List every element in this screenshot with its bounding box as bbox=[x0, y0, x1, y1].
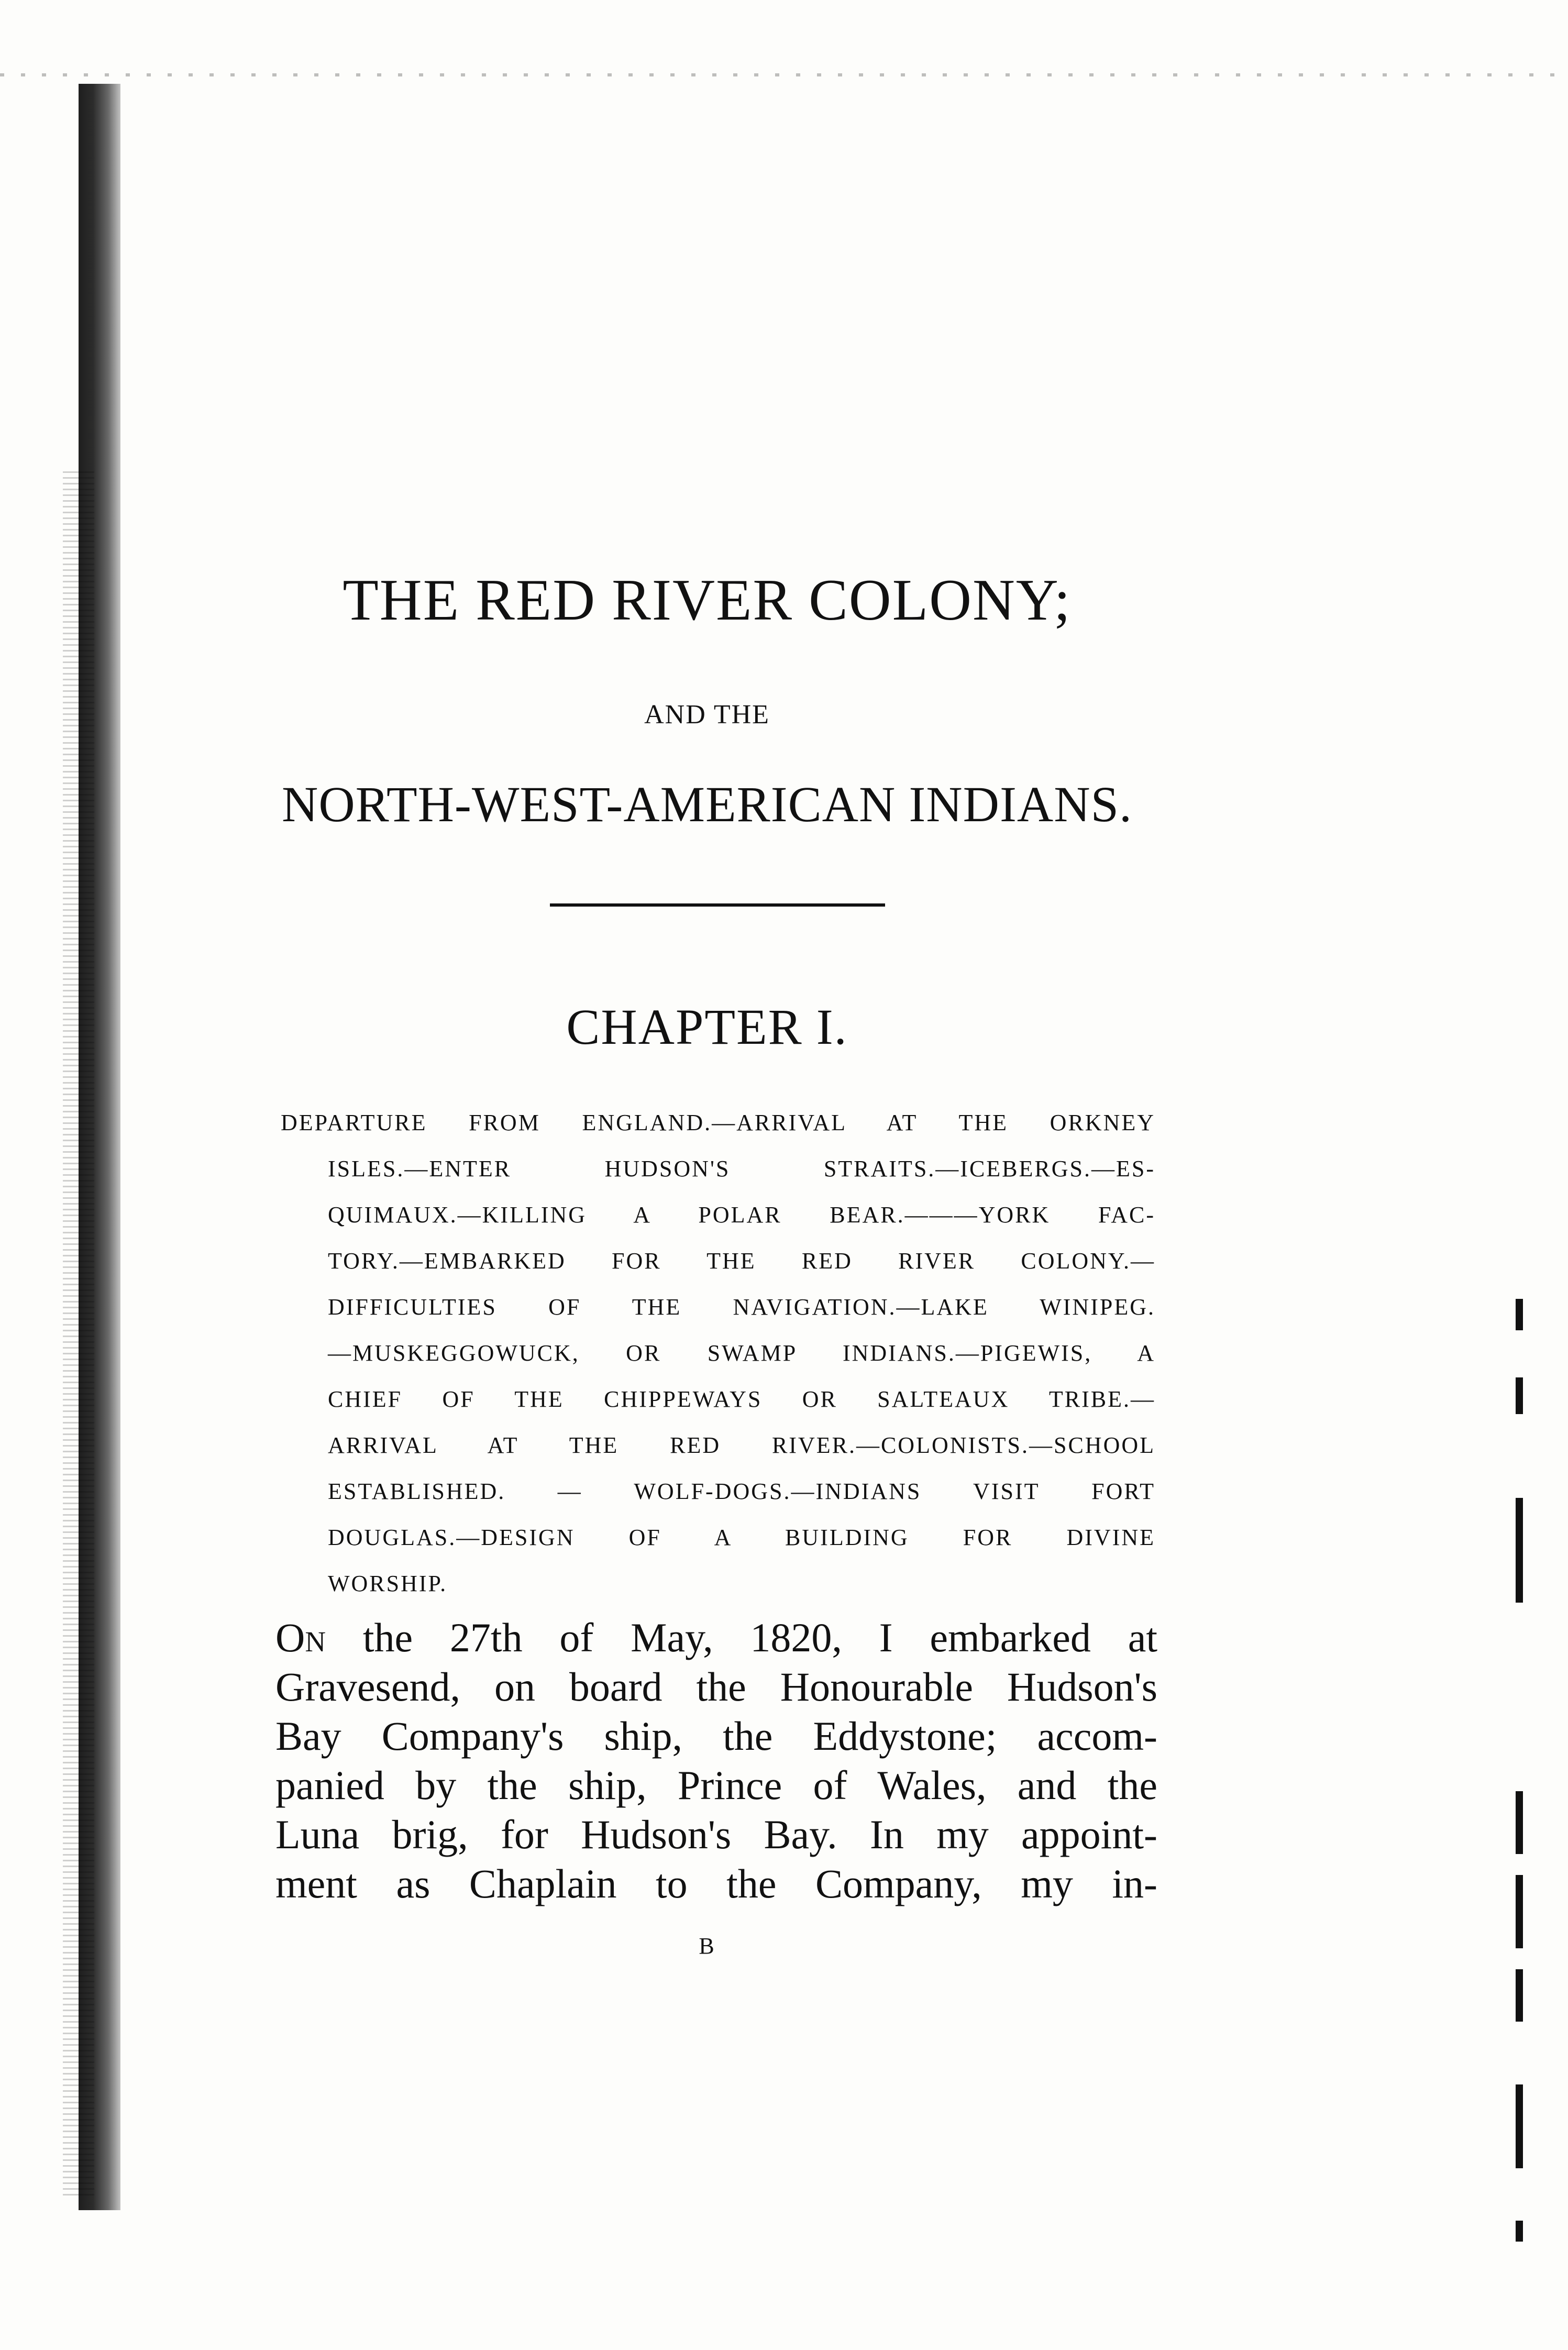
synopsis-line: DIFFICULTIES OF THE NAVIGATION.—LAKE WINIPEG. bbox=[328, 1294, 1155, 1320]
book-title: THE RED RIVER COLONY; bbox=[343, 568, 1072, 633]
title-divider-rule bbox=[550, 903, 885, 907]
body-line: panied by the ship, Prince of Wales, and the bbox=[275, 1762, 1157, 1808]
body-line bbox=[275, 1613, 1157, 1662]
scan-marks-right-edge bbox=[1510, 1299, 1531, 2242]
body-line: Luna brig, for Hudson's Bay. In my appoint- bbox=[275, 1812, 1157, 1857]
chapter-heading: CHAPTER I. bbox=[566, 999, 848, 1055]
chapter-synopsis bbox=[281, 1100, 1155, 1607]
synopsis-line: ISLES.—ENTER HUDSON'S STRAITS.—ICEBERGS.—ES- bbox=[328, 1156, 1155, 1182]
title-connector: AND THE bbox=[644, 700, 770, 730]
drop-word: On bbox=[275, 1615, 326, 1660]
body-line: ment as Chaplain to the Company, my in- bbox=[275, 1861, 1157, 1906]
synopsis-line: QUIMAUX.—KILLING A POLAR BEAR.———YORK FAC- bbox=[328, 1202, 1155, 1228]
body-line-text: the 27th of May, 1820, I embarked at bbox=[326, 1615, 1157, 1660]
body-line: Gravesend, on board the Honourable Hudson's bbox=[275, 1664, 1157, 1709]
synopsis-line: DEPARTURE FROM ENGLAND.—ARRIVAL AT THE ORKNEY bbox=[281, 1110, 1155, 1135]
synopsis-line: CHIEF OF THE CHIPPEWAYS OR SALTEAUX TRIBE.— bbox=[328, 1386, 1155, 1412]
printer-signature-mark: B bbox=[699, 1933, 715, 1959]
synopsis-line: —MUSKEGGOWUCK, OR SWAMP INDIANS.—PIGEWIS, A bbox=[328, 1340, 1155, 1366]
book-subtitle: NORTH-WEST-AMERICAN INDIANS. bbox=[282, 776, 1132, 832]
scan-noise-top bbox=[0, 73, 1568, 76]
body-paragraph bbox=[275, 1613, 1157, 1908]
body-line: Bay Company's ship, the Eddystone; accom- bbox=[275, 1713, 1157, 1759]
synopsis-line: WORSHIP. bbox=[328, 1571, 448, 1596]
synopsis-line: DOUGLAS.—DESIGN OF A BUILDING FOR DIVINE bbox=[328, 1525, 1155, 1550]
synopsis-line: ESTABLISHED. — WOLF-DOGS.—INDIANS VISIT FORT bbox=[328, 1479, 1155, 1504]
synopsis-line: ARRIVAL AT THE RED RIVER.—COLONISTS.—SCHOOL bbox=[328, 1432, 1155, 1458]
synopsis-line: TORY.—EMBARKED FOR THE RED RIVER COLONY.— bbox=[328, 1248, 1155, 1274]
